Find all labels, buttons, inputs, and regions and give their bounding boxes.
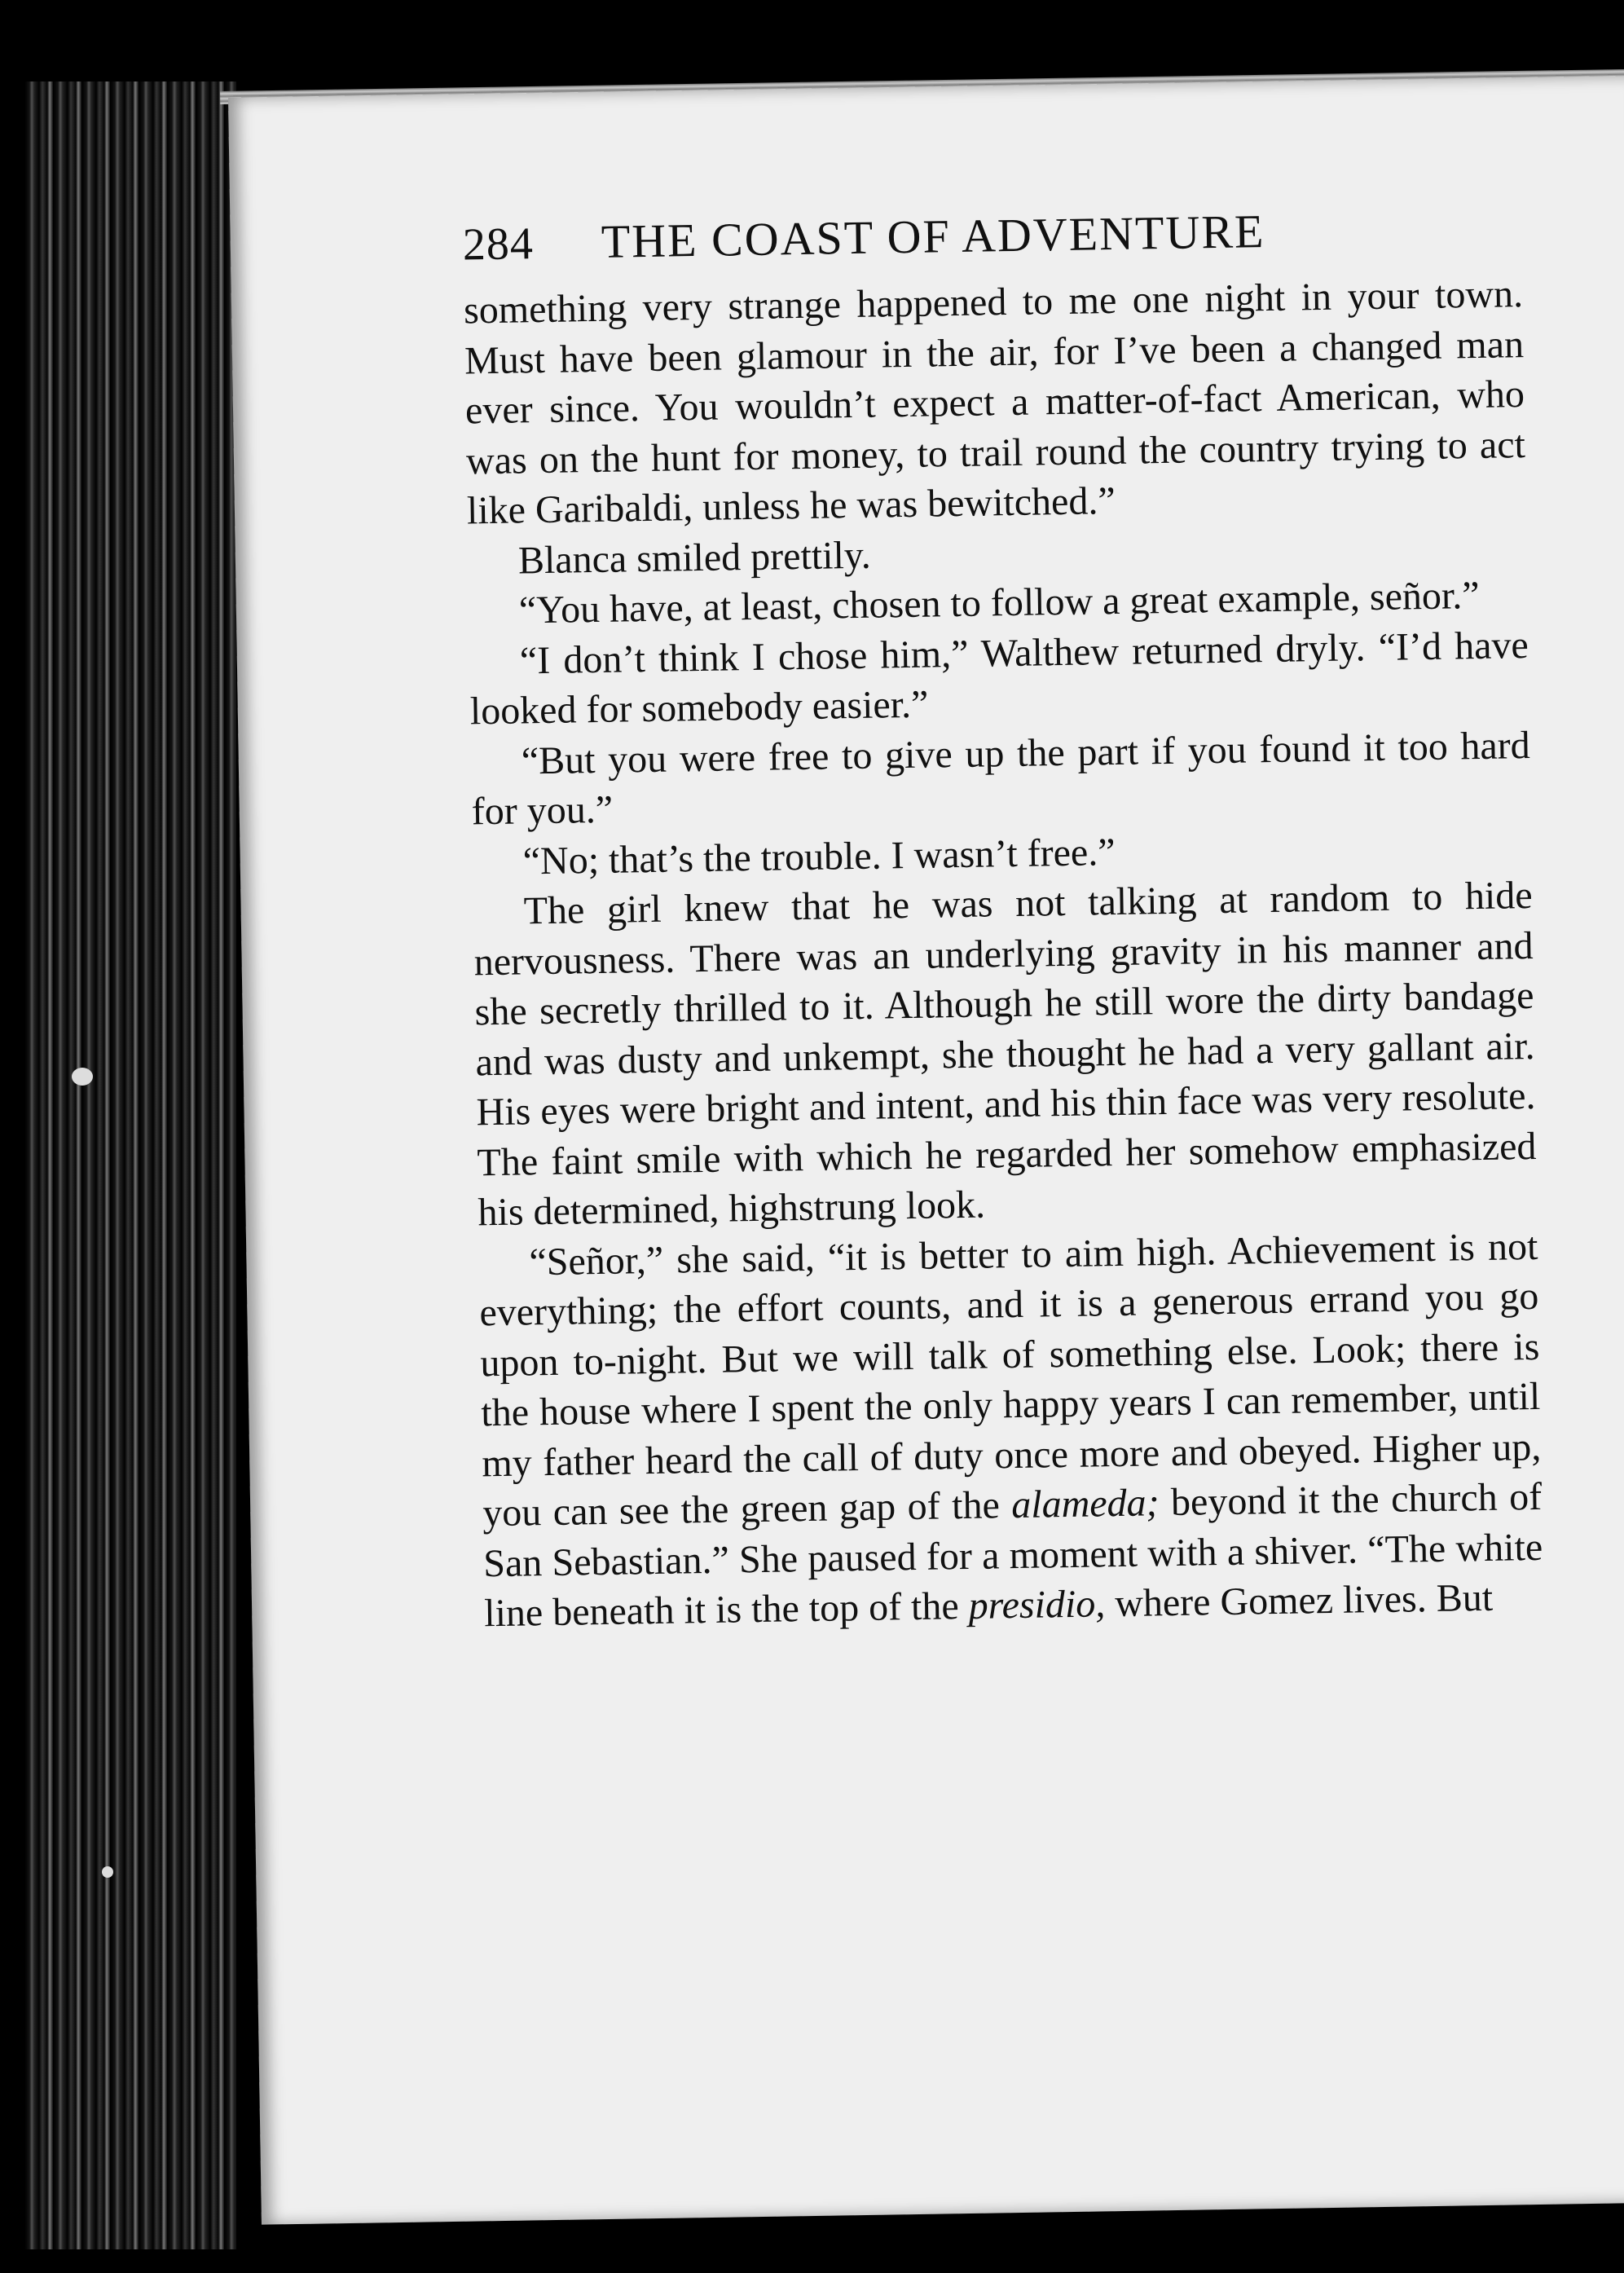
paragraph: “I don’t think I chose him,” Walthew returned dryly. “I’d have looked for somebody easier.” <box>469 623 1529 733</box>
text-run: where Gomez lives. But <box>1104 1575 1494 1626</box>
paragraph-last <box>478 1221 1544 1638</box>
body-text <box>464 269 1544 1639</box>
italic-word: presidio, <box>968 1582 1106 1628</box>
italic-word: alameda; <box>1010 1481 1160 1527</box>
paragraph: Blanca smiled prettily. <box>517 533 872 582</box>
book-page <box>228 76 1624 2225</box>
scan-speck <box>72 1068 93 1086</box>
text-run: beyond it the church of San Sebastian.” She paused for a moment with a shiver. “The white line beneath it is the top of the <box>482 1474 1543 1636</box>
text-run: “Señor,” she said, “it is better to aim high. Achievement is not everything; the effort counts, and it is a generous errand you go upon to-night. But we will talk of something else. Look; there is the house where I spent the only happy years I can remember, until my father heard the call of duty once more and obeyed. Higher up, you can see the green gap of the <box>479 1224 1542 1535</box>
scan-speck <box>102 1866 113 1878</box>
page-header <box>462 200 1522 271</box>
paragraph: “You have, at least, chosen to follow a great example, señor.” <box>518 573 1480 632</box>
paragraph: “No; that’s the trouble. I wasn’t free.” <box>522 830 1116 883</box>
page-content <box>462 200 1543 1639</box>
paragraph: “But you were free to give up the part if you found it too hard for you.” <box>471 723 1531 834</box>
running-title: THE COAST OF ADVENTURE <box>601 205 1265 268</box>
paragraph: The girl knew that he was not talking at random to hide nervousness. There was an underlying gravity in his manner and she secretly thrilled to it. Although he still wore the dirty bandage and was dusty and unkempt, she thought he had a very gallant air. His eyes were bright and intent, and his thin face was very resolute. The faint smile with which he regarded her somehow emphasized his determined, highstrung look. <box>473 873 1537 1235</box>
paragraph: something very strange happened to me one night in your town. Must have been glamour in the air, for I’ve been a changed man ever since. You wouldn’t expect a matter-of-fact American, who was on the hunt for money, to trail round the country trying to act like Garibaldi, unless he was bewitched.” <box>463 272 1526 533</box>
book-spine <box>24 81 236 2249</box>
page-number: 284 <box>462 218 535 271</box>
